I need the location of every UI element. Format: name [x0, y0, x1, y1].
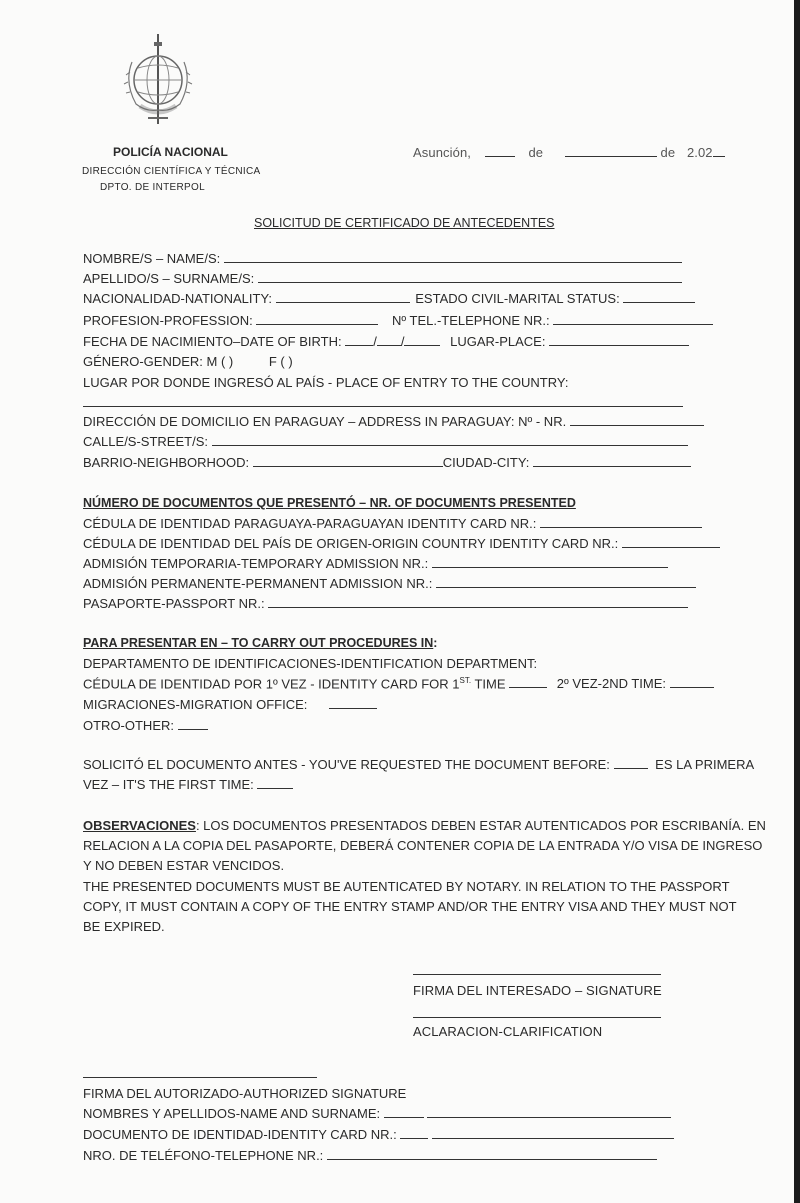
org-department: DIRECCIÓN CIENTÍFICA Y TÉCNICA: [82, 166, 261, 177]
authorized-name-row: [83, 1106, 671, 1121]
address-label: DIRECCIÓN DE DOMICILIO EN PARAGUAY – ADDRESS IN PARAGUAY: Nº - NR.: [83, 414, 567, 429]
street-row: [83, 434, 688, 449]
interpol-emblem: [118, 32, 198, 128]
street-label: CALLE/S-STREET/S:: [83, 434, 208, 449]
first-time-answer-field[interactable]: [257, 777, 293, 789]
other-row: [83, 718, 208, 733]
city-label: CIUDAD-CITY:: [442, 455, 530, 470]
doc-passport-field[interactable]: [268, 596, 688, 608]
surname-label: APELLIDO/S – SURNAME/S:: [83, 271, 255, 286]
form-title: SOLICITUD DE CERTIFICADO DE ANTECEDENTES: [254, 216, 555, 230]
applicant-signature-field[interactable]: [413, 974, 661, 975]
second-time-label: 2º VEZ-2ND TIME:: [556, 676, 667, 692]
first-time-label-end: TIME: [471, 676, 506, 692]
date-month-field[interactable]: [565, 145, 657, 157]
doc-paraguayan-label: CÉDULA DE IDENTIDAD PARAGUAYA-PARAGUAYAN IDENTITY CARD NR.:: [83, 516, 537, 531]
neighborhood-row: [83, 455, 691, 470]
org-name: POLICÍA NACIONAL: [113, 145, 228, 159]
authorized-signature-label: FIRMA DEL AUTORIZADO-AUTHORIZED SIGNATURE: [83, 1086, 407, 1101]
authorized-id-field-a[interactable]: [400, 1127, 428, 1139]
gender-row: [83, 354, 293, 369]
clarification-label: ACLARACION-CLARIFICATION: [413, 1024, 603, 1039]
profession-label: PROFESION-PROFESSION:: [83, 313, 253, 328]
requested-field[interactable]: [614, 757, 648, 769]
doc-passport-label: PASAPORTE-PASSPORT NR.:: [83, 596, 265, 611]
doc-permanent-field[interactable]: [436, 576, 696, 588]
first-time-row: [83, 676, 714, 691]
address-row: [83, 414, 704, 429]
procedures-heading-row: [83, 636, 437, 650]
date-place: Asunción,: [413, 145, 471, 160]
other-field[interactable]: [178, 718, 208, 730]
entry-label: LUGAR POR DONDE INGRESÓ AL PAÍS - PLACE OF ENTRY TO THE COUNTRY:: [83, 375, 569, 390]
first-time-answer-row: [83, 777, 293, 792]
observations-es-3: Y NO DEBEN ESTAR VENCIDOS.: [83, 858, 285, 873]
first-time-sup: ST.: [459, 676, 472, 685]
procedures-heading-colon: :: [433, 636, 438, 650]
date-de-2: de: [660, 145, 676, 160]
doc-permanent-row: [83, 576, 696, 591]
birthplace-field[interactable]: [549, 334, 689, 346]
second-time-field[interactable]: [670, 676, 714, 688]
observations-es-1: : LOS DOCUMENTOS PRESENTADOS DEBEN ESTAR AUTENTICADOS POR ESCRIBANÍA. EN: [195, 818, 766, 833]
dob-label: FECHA DE NACIMIENTO–DATE OF BIRTH:: [83, 334, 342, 349]
dob-day-field[interactable]: [345, 334, 373, 346]
observations-en-3: BE EXPIRED.: [83, 919, 165, 934]
migrations-row: [83, 697, 377, 712]
authorized-name-label: NOMBRES Y APELLIDOS-NAME AND SURNAME:: [83, 1106, 381, 1121]
marital-field[interactable]: [623, 291, 695, 303]
requested-label: SOLICITÓ EL DOCUMENTO ANTES - YOU'VE REQUESTED THE DOCUMENT BEFORE:: [83, 757, 610, 772]
date-day-field[interactable]: [485, 145, 515, 157]
nationality-row: [83, 291, 695, 306]
doc-temporary-field[interactable]: [432, 556, 668, 568]
authorized-phone-field[interactable]: [327, 1148, 657, 1160]
gender-f-option[interactable]: F ( ): [268, 354, 293, 369]
birthplace-label: LUGAR-PLACE:: [450, 334, 546, 349]
name-row: [83, 251, 682, 266]
doc-temporary-row: [83, 556, 668, 571]
date-line: [413, 145, 725, 160]
address-number-field[interactable]: [570, 414, 704, 426]
first-time-answer-label: VEZ – IT'S THE FIRST TIME:: [83, 777, 254, 792]
doc-paraguayan-row: [83, 516, 702, 531]
observations-es-2: RELACION A LA COPIA DEL PASAPORTE, DEBERÁ CONTENER COPIA DE LA ENTRADA Y/O VISA DE INGRESO: [83, 838, 763, 853]
doc-origin-field[interactable]: [622, 536, 720, 548]
org-office: DPTO. DE INTERPOL: [100, 182, 205, 193]
neighborhood-label: BARRIO-NEIGHBORHOOD:: [83, 455, 250, 470]
authorized-name-field-a[interactable]: [384, 1106, 424, 1118]
first-time-label: CÉDULA DE IDENTIDAD POR 1º VEZ - IDENTITY CARD FOR 1: [83, 676, 460, 692]
first-time-question: ES LA PRIMERA: [655, 757, 755, 772]
documents-heading: NÚMERO DE DOCUMENTOS QUE PRESENTÓ – NR. OF DOCUMENTS PRESENTED: [83, 496, 576, 510]
doc-permanent-label: ADMISIÓN PERMANENTE-PERMANENT ADMISSION NR.:: [83, 576, 433, 591]
doc-passport-row: [83, 596, 688, 611]
scan-edge: [794, 0, 800, 1203]
doc-origin-label: CÉDULA DE IDENTIDAD DEL PAÍS DE ORIGEN-ORIGIN COUNTRY IDENTITY CARD NR.:: [83, 536, 619, 551]
surname-field[interactable]: [258, 271, 682, 283]
requested-row: [83, 757, 754, 772]
gender-m-option[interactable]: GÉNERO-GENDER: M ( ): [83, 354, 234, 369]
nationality-field[interactable]: [276, 291, 410, 303]
first-time-field[interactable]: [509, 676, 547, 688]
doc-origin-row: [83, 536, 720, 551]
observations-en-1: THE PRESENTED DOCUMENTS MUST BE AUTENTICATED BY NOTARY. IN RELATION TO THE PASSPORT: [83, 879, 730, 894]
applicant-signature-label: FIRMA DEL INTERESADO – SIGNATURE: [413, 983, 662, 998]
observations-en-2: COPY, IT MUST CONTAIN A COPY OF THE ENTRY STAMP AND/OR THE ENTRY VISA AND THEY MUST NOT: [83, 899, 737, 914]
marital-label: ESTADO CIVIL-MARITAL STATUS:: [415, 291, 620, 306]
authorized-phone-label: NRO. DE TELÉFONO-TELEPHONE NR.:: [83, 1148, 324, 1163]
date-de-1: de: [528, 145, 544, 160]
procedures-dept: DEPARTAMENTO DE IDENTIFICACIONES-IDENTIFICATION DEPARTMENT:: [83, 656, 538, 671]
entry-field[interactable]: [83, 406, 683, 407]
authorized-signature-field[interactable]: [83, 1077, 317, 1078]
other-label: OTRO-OTHER:: [83, 718, 174, 733]
doc-paraguayan-field[interactable]: [540, 516, 702, 528]
name-label: NOMBRE/S – NAME/S:: [83, 251, 221, 266]
city-field[interactable]: [533, 455, 691, 467]
nationality-label: NACIONALIDAD-NATIONALITY:: [83, 291, 273, 306]
name-field[interactable]: [224, 251, 682, 263]
authorized-id-field-b[interactable]: [432, 1127, 674, 1139]
date-year-field[interactable]: [713, 145, 725, 157]
observations-label: OBSERVACIONES: [83, 818, 196, 833]
procedures-heading: PARA PRESENTAR EN – TO CARRY OUT PROCEDURES IN: [83, 636, 434, 650]
migrations-label: MIGRACIONES-MIGRATION OFFICE:: [83, 697, 308, 712]
doc-temporary-label: ADMISIÓN TEMPORARIA-TEMPORARY ADMISSION NR.:: [83, 556, 429, 571]
date-year: 2.02: [686, 145, 713, 160]
phone-label: Nº TEL.-TELEPHONE NR.:: [392, 313, 550, 328]
authorized-id-label: DOCUMENTO DE IDENTIDAD-IDENTITY CARD NR.:: [83, 1127, 397, 1142]
profession-field[interactable]: [256, 313, 378, 325]
migrations-field[interactable]: [329, 697, 377, 709]
surname-row: [83, 271, 682, 286]
profession-row: [83, 313, 713, 328]
observations-line-1: [83, 818, 766, 833]
street-field[interactable]: [212, 434, 688, 446]
interpol-globe-icon: [118, 32, 198, 128]
clarification-field[interactable]: [413, 1017, 661, 1018]
phone-field[interactable]: [553, 313, 713, 325]
dob-row: FECHA DE NACIMIENTO–DATE OF BIRTH: / / LUGAR-PLACE:: [83, 334, 689, 349]
authorized-phone-row: [83, 1148, 657, 1163]
dob-month-field[interactable]: [377, 334, 401, 346]
authorized-name-field-b[interactable]: [427, 1106, 671, 1118]
authorized-id-row: [83, 1127, 674, 1142]
dob-year-field[interactable]: [404, 334, 440, 346]
neighborhood-field[interactable]: [253, 455, 443, 467]
